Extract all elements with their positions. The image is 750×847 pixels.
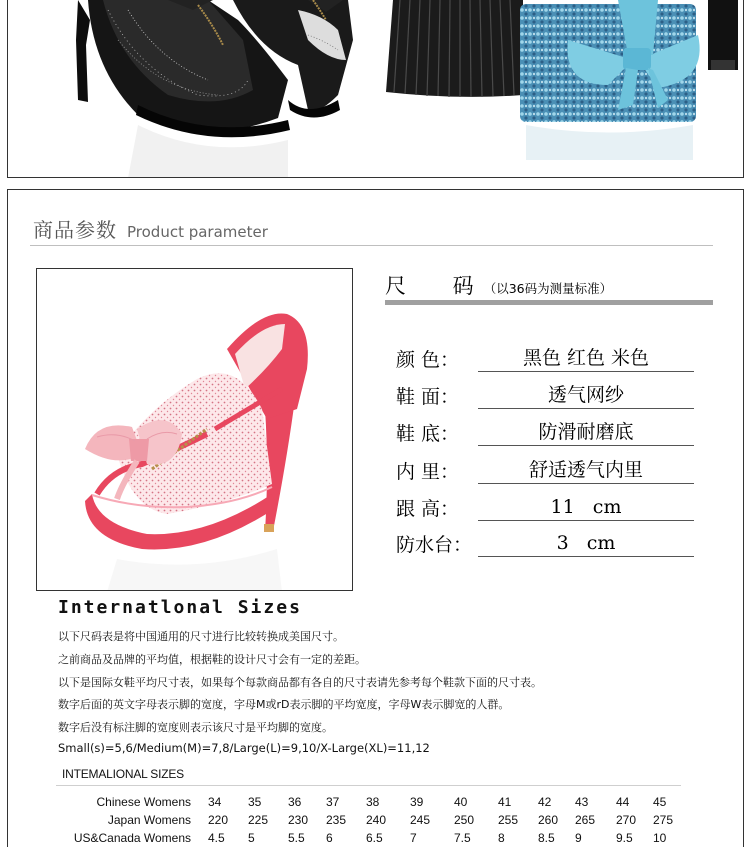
size-cell: 7 <box>410 831 417 845</box>
size-note-line: 数字后没有标注脚的宽度则表示该尺寸是平均脚的宽度。 <box>58 721 333 734</box>
size-cell: 37 <box>326 795 340 809</box>
spec-label: 颜 色： <box>396 349 460 371</box>
size-cell: 270 <box>616 813 637 827</box>
size-cell: 43 <box>575 795 589 809</box>
size-table-label: INTEMALIONAL SIZES <box>62 767 184 781</box>
size-cell: 44 <box>616 795 630 809</box>
size-cell: 260 <box>538 813 559 827</box>
size-cell: 265 <box>575 813 596 827</box>
size-cell: 235 <box>326 813 347 827</box>
size-cell: 4.5 <box>208 831 225 845</box>
size-cell: 275 <box>653 813 674 827</box>
size-table-row <box>48 813 728 831</box>
size-cell: 9 <box>575 831 582 845</box>
section-title-cn: 商品参数 <box>33 218 117 242</box>
spec-row-lining <box>396 452 694 484</box>
section-divider <box>30 245 713 246</box>
product-parameter-panel <box>7 189 744 847</box>
spec-row-color <box>396 340 694 372</box>
size-cell: 220 <box>208 813 229 827</box>
spec-value: 透气网纱 <box>478 382 694 409</box>
size-cell: 8 <box>498 831 505 845</box>
spec-value: 防滑耐磨底 <box>478 419 694 446</box>
size-cell: 240 <box>366 813 387 827</box>
size-cell: 10 <box>653 831 667 845</box>
size-cell: 39 <box>410 795 424 809</box>
section-title-en: Product parameter <box>127 223 268 241</box>
product-image-frame <box>36 268 353 591</box>
size-cell: 8.5 <box>538 831 555 845</box>
size-note-line: 之前商品及品牌的平均值，根据鞋的设计尺寸会有一定的差距。 <box>58 653 366 666</box>
size-cell: 5.5 <box>288 831 305 845</box>
size-row-label: Japan Womens <box>107 813 191 827</box>
size-cell: 9.5 <box>616 831 633 845</box>
spec-label: 鞋 面： <box>396 386 460 408</box>
pink-peep-toe-heel-image <box>37 269 353 591</box>
pleated-skirt-image <box>386 0 523 97</box>
size-cell: 6 <box>326 831 333 845</box>
spec-label: 内 里： <box>396 461 460 483</box>
size-cell: 245 <box>410 813 431 827</box>
spec-label: 防水台： <box>396 534 473 556</box>
top-photo-banner <box>7 0 744 178</box>
international-sizes-title: Internatlonal Sizes <box>58 597 302 618</box>
size-cell: 45 <box>653 795 667 809</box>
accessories-photo <box>8 0 744 178</box>
size-cell: 250 <box>454 813 475 827</box>
size-title: 尺 码 <box>385 274 494 298</box>
spec-value: 3 cm <box>478 530 694 557</box>
size-divider-bar <box>385 300 713 305</box>
spec-row-heel-height <box>396 489 694 521</box>
size-cell: 36 <box>288 795 302 809</box>
spec-row-upper <box>396 377 694 409</box>
spec-label: 鞋 底： <box>396 423 460 445</box>
size-note-line: 以下是国际女鞋平均尺寸表，如果每个每款商品都有各自的尺寸表请先参考每个鞋款下面的尺寸表。 <box>58 676 542 689</box>
size-cell: 230 <box>288 813 309 827</box>
size-cell: 38 <box>366 795 380 809</box>
size-note-line: Small(s)=5,6/Medium(M)=7,8/Large(L)=9,10/X-Large(XL)=11,12 <box>58 741 430 755</box>
section-header <box>33 214 268 240</box>
size-table-row <box>48 831 728 847</box>
size-cell: 5 <box>248 831 255 845</box>
spec-row-sole <box>396 414 694 446</box>
size-cell: 255 <box>498 813 519 827</box>
size-table-divider <box>56 785 681 786</box>
spec-label: 跟 高： <box>396 498 460 520</box>
size-cell: 7.5 <box>454 831 471 845</box>
spec-value: 黑色 红色 米色 <box>478 345 694 372</box>
black-heels-image <box>76 0 353 178</box>
size-cell: 42 <box>538 795 552 809</box>
mascara-image <box>708 0 738 70</box>
size-note-line: 以下尺码表是将中国通用的尺寸进行比较转换成美国尺寸。 <box>58 630 344 643</box>
size-cell: 34 <box>208 795 222 809</box>
size-table-row <box>48 795 728 813</box>
size-cell: 41 <box>498 795 512 809</box>
size-cell: 6.5 <box>366 831 383 845</box>
size-cell: 35 <box>248 795 262 809</box>
size-heading <box>385 270 612 300</box>
size-row-label: Chinese Womens <box>96 795 191 809</box>
size-cell: 225 <box>248 813 269 827</box>
sequin-clutch-image <box>520 0 700 160</box>
size-measure-note: （以36码为测量标准） <box>483 281 613 296</box>
spec-row-platform <box>396 525 694 557</box>
size-row-label: US&Canada Womens <box>73 831 191 845</box>
size-cell: 40 <box>454 795 468 809</box>
spec-value: 舒适透气内里 <box>478 457 694 484</box>
spec-value: 11 cm <box>478 494 694 521</box>
size-note-line: 数字后面的英文字母表示脚的宽度，字母M或rD表示脚的平均宽度，字母W表示脚宽的人群。 <box>58 698 510 711</box>
